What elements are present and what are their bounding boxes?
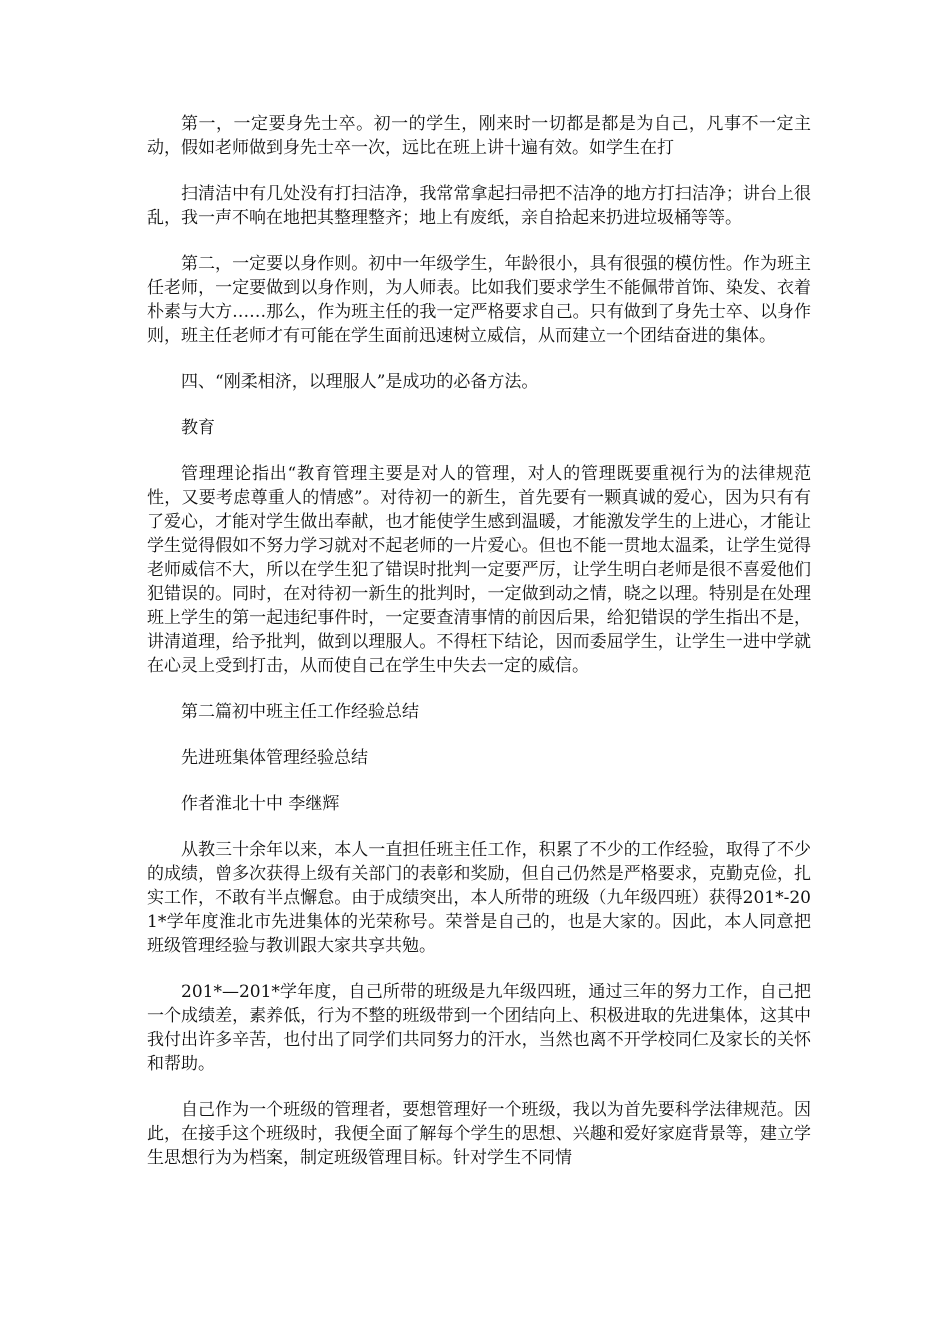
paragraph-school-year: 201*—201*学年度，自己所带的班级是九年级四班，通过三年的努力工作，自己把一个成绩差，素养低，行为不整的班级带到一个团结向上、积极进取的先进集体，这其中我付出许多辛苦，也付出了同学们共同努力的汗水，当然也离不开学校同仁及家长的关怀和帮助。 [147, 982, 811, 1074]
paragraph-management-theory: 管理理论指出“教育管理主要是对人的管理，对人的管理既要重视行为的法律规范性，又要考虑尊重人的情感”。对待初一的新生，首先要有一颗真诚的爱心，因为只有有了爱心，才能对学生做出奉献，也才能使学生感到温暖，才能激发学生的上进心，才能让学生觉得假如不努力学习就对不起老师的一片爱心。但也不能一贯地太温柔，让学生觉得老师威信不大，所以在学生犯了错误时批判一定要严厉，让学生明白老师是很不喜爱他们犯错误的。同时，在对待初一新生的批判时，一定做到动之情，晓之以理。特别是在处理班上学生的第一起违纪事件时，一定要查清事情的前因后果，给犯错误的学生指出不是，讲清道理，给予批判，做到以理服人。不得枉下结论，因而委屈学生，让学生一进中学就在心灵上受到打击，从而使自己在学生中失去一定的威信。 [147, 464, 811, 676]
paragraph-management-norms: 自己作为一个班级的管理者，要想管理好一个班级，我以为首先要科学法律规范。因此，在接手这个班级时，我便全面了解每个学生的思想、兴趣和爱好家庭背景等，建立学生思想行为为档案，制定班级管理目标。针对学生不同情 [147, 1100, 811, 1168]
section-heading-4: 四、“刚柔相济，以理服人”是成功的必备方法。 [181, 372, 539, 392]
article-title: 第二篇初中班主任工作经验总结 [181, 702, 419, 722]
paragraph-3: 第二，一定要以身作则。初中一年级学生，年龄很小，具有很强的模仿性。作为班主任老师，一定要做到以身作则，为人师表。比如我们要求学生不能佩带首饰、染发、衣着朴素与大方……那么，作为班主任的我一定严格要求自己。只有做到了身先士卒、以身作则，班主任老师才有可能在学生面前迅速树立威信，从而建立一个团结奋进的集体。 [147, 254, 811, 346]
article-author: 作者淮北十中 李继辉 [181, 794, 340, 814]
paragraph-experience: 从教三十余年以来，本人一直担任班主任工作，积累了不少的工作经验，取得了不少的成绩，曾多次获得上级有关部门的表彰和奖励，但自己仍然是严格要求，克勤克俭，扎实工作，不敢有半点懈怠。由于成绩突出，本人所带的班级（九年级四班）获得201*-201*学年度淮北市先进集体的光荣称号。荣誉是自己的，也是大家的。因此，本人同意把班级管理经验与教训跟大家共享共勉。 [147, 840, 811, 956]
paragraph-education: 教育 [181, 418, 215, 438]
article-subtitle: 先进班集体管理经验总结 [181, 748, 368, 768]
paragraph-2: 扫清洁中有几处没有打扫洁净，我常常拿起扫帚把不洁净的地方打扫洁净；讲台上很乱，我一声不响在地把其整理整齐；地上有废纸，亲自拾起来扔进垃圾桶等等。 [147, 184, 811, 228]
paragraph-1: 第一，一定要身先士卒。初一的学生，刚来时一切都是都是为自己，凡事不一定主动，假如老师做到身先士卒一次，远比在班上讲十遍有效。如学生在打 [147, 114, 811, 158]
document-body [147, 112, 811, 1192]
